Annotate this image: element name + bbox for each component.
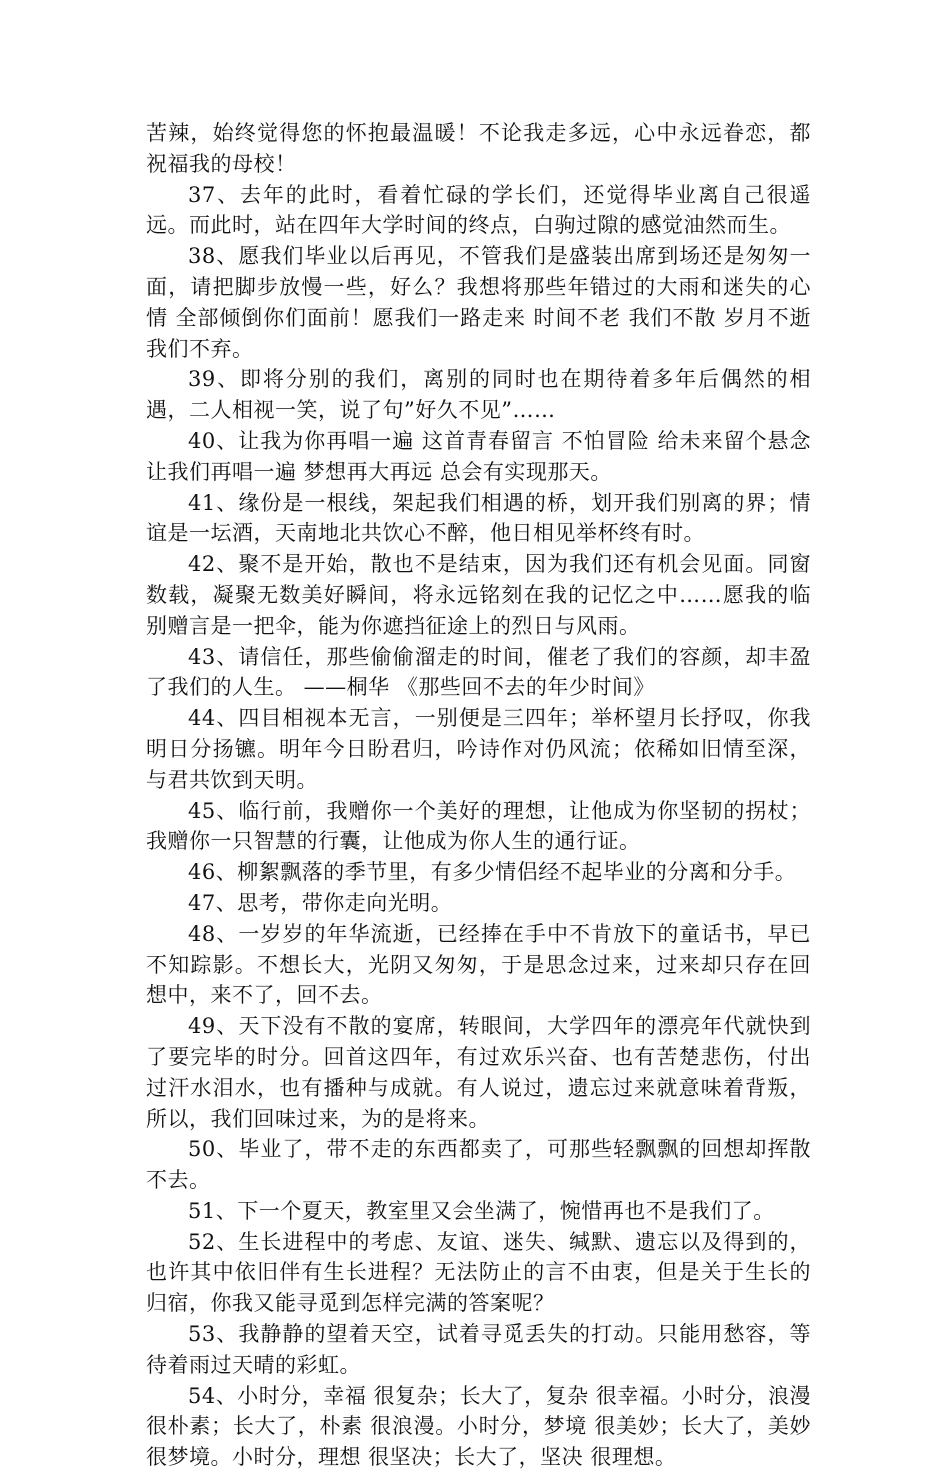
paragraph-37: 37、去年的此时，看着忙碌的学长们，还觉得毕业离自己很遥远。而此时，站在四年大学时间的终点，白驹过隙的感觉油然而生。 [146,182,811,238]
paragraph-48: 48、一岁岁的年华流逝，已经捧在手中不肯放下的童话书，早已不知踪影。不想长大，光阴又匆匆，于是思念过来，过来却只存在回想中，来不了，回不去。 [146,921,811,1008]
paragraph-50: 50、毕业了，带不走的东西都卖了，可那些轻飘飘的回想却挥散不去。 [146,1137,811,1193]
paragraph-45: 45、临行前，我赠你一个美好的理想，让他成为你坚韧的拐杖；我赠你一只智慧的行囊，让他成为你人生的通行证。 [146,798,811,854]
paragraph-40: 40、让我为你再唱一遍 这首青春留言 不怕冒险 给未来留个悬念 让我们再唱一遍 梦想再大再远 总会有实现那天。 [146,428,819,484]
paragraph-41: 41、缘份是一根线，架起我们相遇的桥，划开我们别离的界；情谊是一坛酒，天南地北共饮心不醉，他日相见举杯终有时。 [146,490,811,546]
paragraph-39: 39、即将分别的我们，离别的同时也在期待着多年后偶然的相遇，二人相视一笑，说了句”好久不见”…… [146,367,811,423]
paragraph-51: 51、下一个夏天，教室里又会坐满了，惋惜再也不是我们了。 [188,1198,775,1223]
paragraph-54: 54、小时分，幸福 很复杂；长大了，复杂 很幸福。小时分，浪漫 很朴素；长大了，朴素 很浪漫。小时分，梦境 很美妙；长大了，美妙 很梦境。小时分，理想 很坚决；长大了，坚决 很理想。 [146,1383,819,1470]
paragraph-52: 52、生长进程中的考虑、友谊、迷失、缄默、遗忘以及得到的，也许其中依旧伴有生长进程？无法防止的言不由衷，但是关于生长的归宿，你我又能寻觅到怎样完满的答案呢？ [146,1229,811,1316]
paragraph-47: 47、思考，带你走向光明。 [188,890,453,915]
paragraph-53: 53、我静静的望着天空，试着寻觅丢失的打动。只能用愁容，等待着雨过天晴的彩虹。 [146,1322,811,1377]
document-page [146,118,819,1473]
paragraph-46: 46、柳絮飘落的季节里，有多少情侣经不起毕业的分离和分手。 [188,860,797,885]
paragraph-38: 38、愿我们毕业以后再见，不管我们是盛装出席到场还是匆匆一面，请把脚步放慢一些，好么？我想将那些年错过的大雨和迷失的心情 全部倾倒你们面前！愿我们一路走来 时间不老 我们不散 岁月不逝 我们不弃。 [146,244,819,361]
paragraph-43: 43、请信任，那些偷偷溜走的时间，催老了我们的容颜，却丰盈了我们的人生。 ——桐华 《那些回不去的年少时间》 [146,644,811,700]
paragraph-42: 42、聚不是开始，散也不是结束，因为我们还有机会见面。同窗数载，凝聚无数美好瞬间，将永远铭刻在我的记忆之中……愿我的临别赠言是一把伞，能为你遮挡征途上的烈日与风雨。 [146,552,811,638]
continuation-paragraph: 苦辣，始终觉得您的怀抱最温暖！不论我走多远，心中永远眷恋，都祝福我的母校！ [146,121,811,176]
paragraph-49: 49、天下没有不散的宴席，转眼间，大学四年的漂亮年代就快到了要完毕的时分。回首这四年，有过欢乐兴奋、也有苦楚悲伤，付出过汗水泪水，也有播种与成就。有人说过，遗忘过来就意味着背叛，所以，我们回味过来，为的是将来。 [146,1014,811,1131]
paragraph-44: 44、四目相视本无言，一别便是三四年；举杯望月长抒叹，你我明日分扬镳。明年今日盼君归，吟诗作对仍风流；依稀如旧情至深，与君共饮到天明。 [146,706,811,792]
